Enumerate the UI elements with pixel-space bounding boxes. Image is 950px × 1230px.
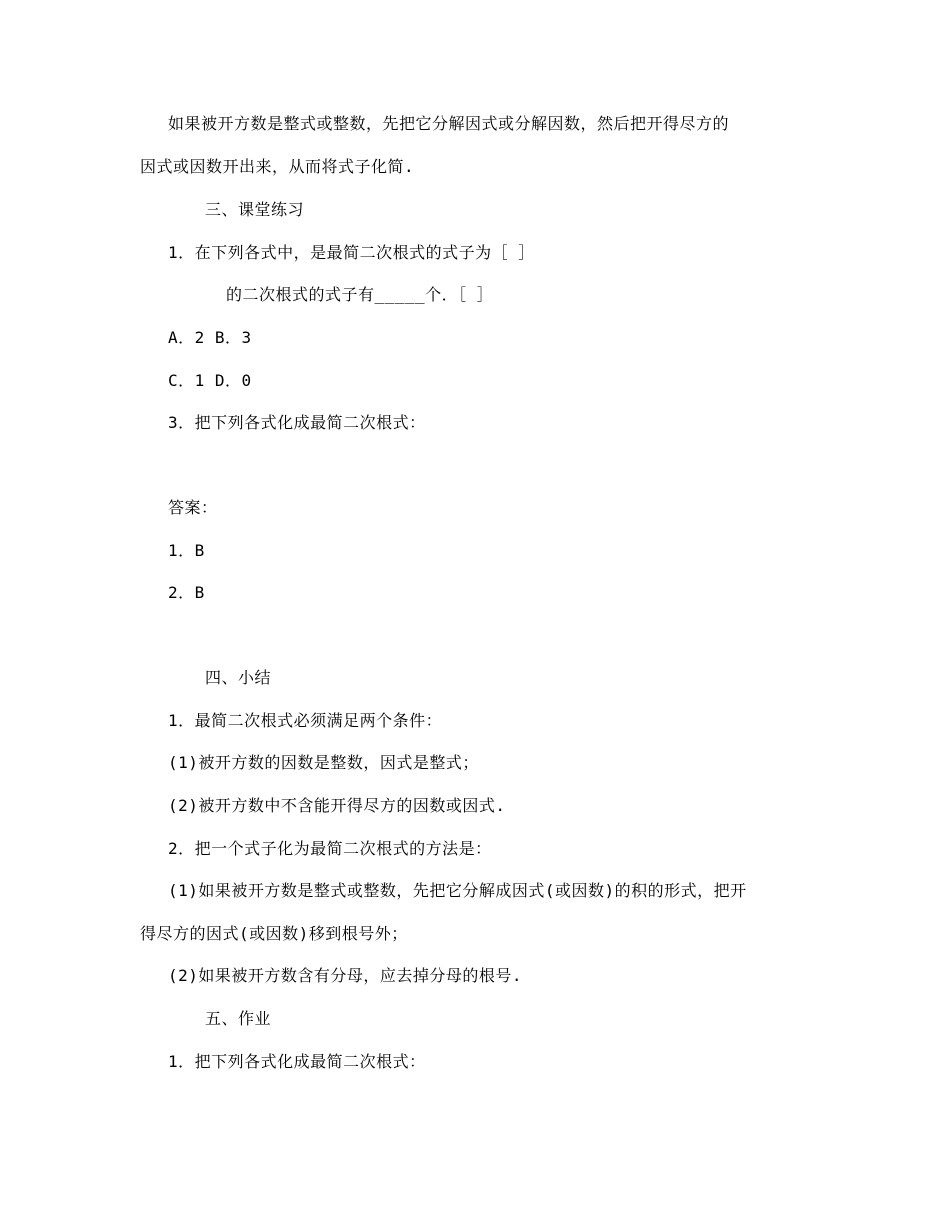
paragraph-line: 如果被开方数是整式或整数，先把它分解因式或分解因数，然后把开得尽方的 <box>168 114 730 133</box>
answers-heading: 答案： <box>168 498 218 517</box>
summary-point: (1)被开方数的因数是整数，因式是整式； <box>168 753 479 772</box>
summary-point: 得尽方的因式(或因数)移到根号外； <box>140 924 408 943</box>
summary-point: (2)被开方数中不含能开得尽方的因数或因式. <box>168 796 506 815</box>
answer-item: 2．B <box>168 583 205 602</box>
answer-options: C．1 D．0 <box>168 371 252 390</box>
section-heading-summary: 四、小结 <box>205 668 272 687</box>
question-2: 的二次根式的式子有_____个．［ ］ <box>226 285 494 304</box>
answer-options: A．2 B．3 <box>168 328 252 347</box>
summary-point: (2)如果被开方数含有分母，应去掉分母的根号. <box>168 966 523 985</box>
section-heading-homework: 五、作业 <box>205 1009 272 1028</box>
summary-point: 2．把一个式子化为最简二次根式的方法是： <box>168 839 492 858</box>
section-heading-practice: 三、课堂练习 <box>205 200 305 219</box>
summary-point: 1．最简二次根式必须满足两个条件： <box>168 711 443 730</box>
summary-point: (1)如果被开方数是整式或整数，先把它分解成因式(或因数)的积的形式，把开 <box>168 881 747 900</box>
homework-item: 1．把下列各式化成最简二次根式： <box>168 1052 426 1071</box>
paragraph-line: 因式或因数开出来，从而将式子化简. <box>140 157 415 176</box>
answer-item: 1．B <box>168 541 205 560</box>
question-3: 3．把下列各式化成最简二次根式： <box>168 413 426 432</box>
question-1: 1．在下列各式中，是最简二次根式的式子为［ ］ <box>168 243 535 262</box>
